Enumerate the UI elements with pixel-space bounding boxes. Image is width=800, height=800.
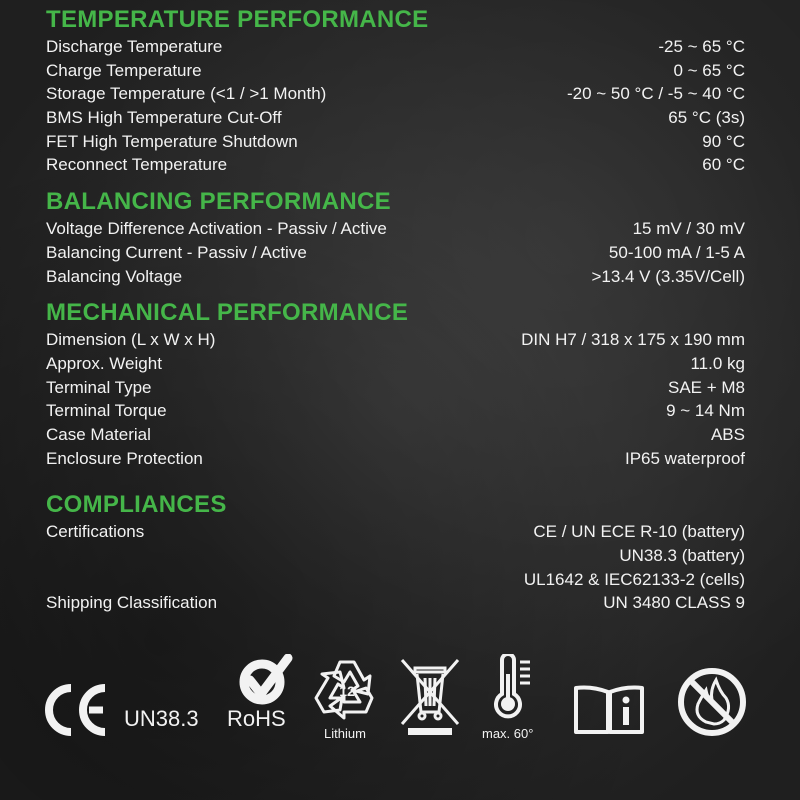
spec-value: 9 ~ 14 Nm bbox=[666, 401, 745, 421]
certifications-label: Certifications bbox=[46, 522, 145, 542]
spec-label: Terminal Type bbox=[46, 377, 152, 397]
spec-value: 0 ~ 65 °C bbox=[673, 60, 745, 80]
spec-row bbox=[46, 130, 745, 154]
spec-row bbox=[46, 328, 745, 352]
thermometer-badge bbox=[478, 654, 548, 748]
spec-value: SAE + M8 bbox=[667, 377, 745, 397]
spec-label: Charge Temperature bbox=[46, 60, 202, 80]
spec-row bbox=[46, 241, 745, 265]
lithium-label: Lithium bbox=[324, 726, 366, 741]
compliances-section bbox=[46, 490, 745, 615]
spec-row bbox=[46, 217, 745, 241]
section-title: COMPLIANCES bbox=[46, 491, 227, 519]
recycle-lithium-badge bbox=[310, 654, 384, 748]
recycle-number: 12 bbox=[339, 683, 355, 699]
spec-label: Reconnect Temperature bbox=[46, 155, 228, 175]
spec-value: 11.0 kg bbox=[690, 353, 745, 373]
certification-item: UL1642 & IEC62133-2 (cells) bbox=[523, 569, 745, 589]
spec-row bbox=[46, 153, 745, 177]
spec-label: Balancing Voltage bbox=[46, 266, 183, 286]
certification-icons bbox=[0, 650, 800, 760]
spec-label: Voltage Difference Activation - Passiv / Active bbox=[46, 219, 387, 239]
spec-row bbox=[46, 59, 745, 83]
spec-value: DIN H7 / 318 x 175 x 190 mm bbox=[521, 330, 745, 350]
max-temp-label: max. 60° bbox=[482, 726, 534, 741]
section-title: MECHANICAL PERFORMANCE bbox=[46, 299, 409, 327]
spec-row bbox=[46, 423, 745, 447]
spec-label: Dimension (L x W x H) bbox=[46, 330, 216, 350]
no-fire-icon bbox=[676, 666, 748, 738]
certifications-values bbox=[524, 520, 745, 591]
spec-value: ABS bbox=[710, 424, 745, 444]
spec-row bbox=[46, 399, 745, 423]
un38-3-label: UN38.3 bbox=[124, 706, 199, 731]
certifications-row bbox=[46, 520, 745, 591]
rohs-badge bbox=[224, 650, 304, 740]
certification-item: UN38.3 (battery) bbox=[619, 546, 745, 565]
rohs-check-icon bbox=[232, 654, 302, 710]
spec-row bbox=[46, 82, 745, 106]
spec-label: BMS High Temperature Cut-Off bbox=[46, 108, 282, 128]
spec-label: Terminal Torque bbox=[46, 401, 167, 421]
spec-value: IP65 waterproof bbox=[624, 448, 745, 468]
spec-row bbox=[46, 376, 745, 400]
temperature-section bbox=[46, 5, 745, 177]
ce-mark-icon bbox=[43, 682, 109, 738]
mechanical-section bbox=[46, 298, 745, 470]
spec-value: 90 °C bbox=[702, 131, 745, 151]
spec-label: Discharge Temperature bbox=[46, 37, 223, 56]
spec-value: 60 °C bbox=[702, 155, 745, 175]
spec-label: Case Material bbox=[46, 424, 151, 444]
recycle-icon bbox=[310, 654, 384, 724]
spec-value: 50-100 mA / 1-5 A bbox=[608, 242, 745, 262]
shipping-row bbox=[46, 591, 745, 615]
spec-label: Storage Temperature (<1 / >1 Month) bbox=[46, 84, 327, 104]
rohs-label: RoHS bbox=[227, 706, 286, 731]
balancing-section bbox=[46, 187, 745, 288]
spec-row bbox=[46, 106, 745, 130]
shipping-label: Shipping Classification bbox=[46, 593, 218, 613]
spec-value: 15 mV / 30 mV bbox=[632, 219, 745, 239]
section-title: TEMPERATURE PERFORMANCE bbox=[46, 6, 429, 33]
spec-value: -20 ~ 50 °C / -5 ~ 40 °C bbox=[566, 84, 745, 104]
spec-label: FET High Temperature Shutdown bbox=[46, 131, 298, 151]
manual-info-icon bbox=[572, 682, 646, 736]
certification-item: CE / UN ECE R-10 (battery) bbox=[533, 522, 745, 542]
thermometer-icon bbox=[490, 654, 550, 722]
spec-sheet bbox=[46, 5, 745, 625]
spec-row bbox=[46, 265, 745, 289]
spec-value: 65 °C (3s) bbox=[668, 108, 745, 128]
spec-label: Enclosure Protection bbox=[46, 448, 203, 468]
section-title: BALANCING PERFORMANCE bbox=[46, 188, 391, 216]
shipping-value: UN 3480 CLASS 9 bbox=[603, 593, 745, 613]
spec-label: Approx. Weight bbox=[46, 353, 162, 373]
spec-value: >13.4 V (3.35V/Cell) bbox=[591, 266, 745, 286]
spec-row bbox=[46, 35, 745, 59]
spec-value: -25 ~ 65 °C bbox=[658, 37, 745, 56]
spec-row bbox=[46, 352, 745, 376]
weee-bin-icon bbox=[398, 656, 462, 736]
spec-label: Balancing Current - Passiv / Active bbox=[46, 242, 307, 262]
spec-row bbox=[46, 447, 745, 471]
